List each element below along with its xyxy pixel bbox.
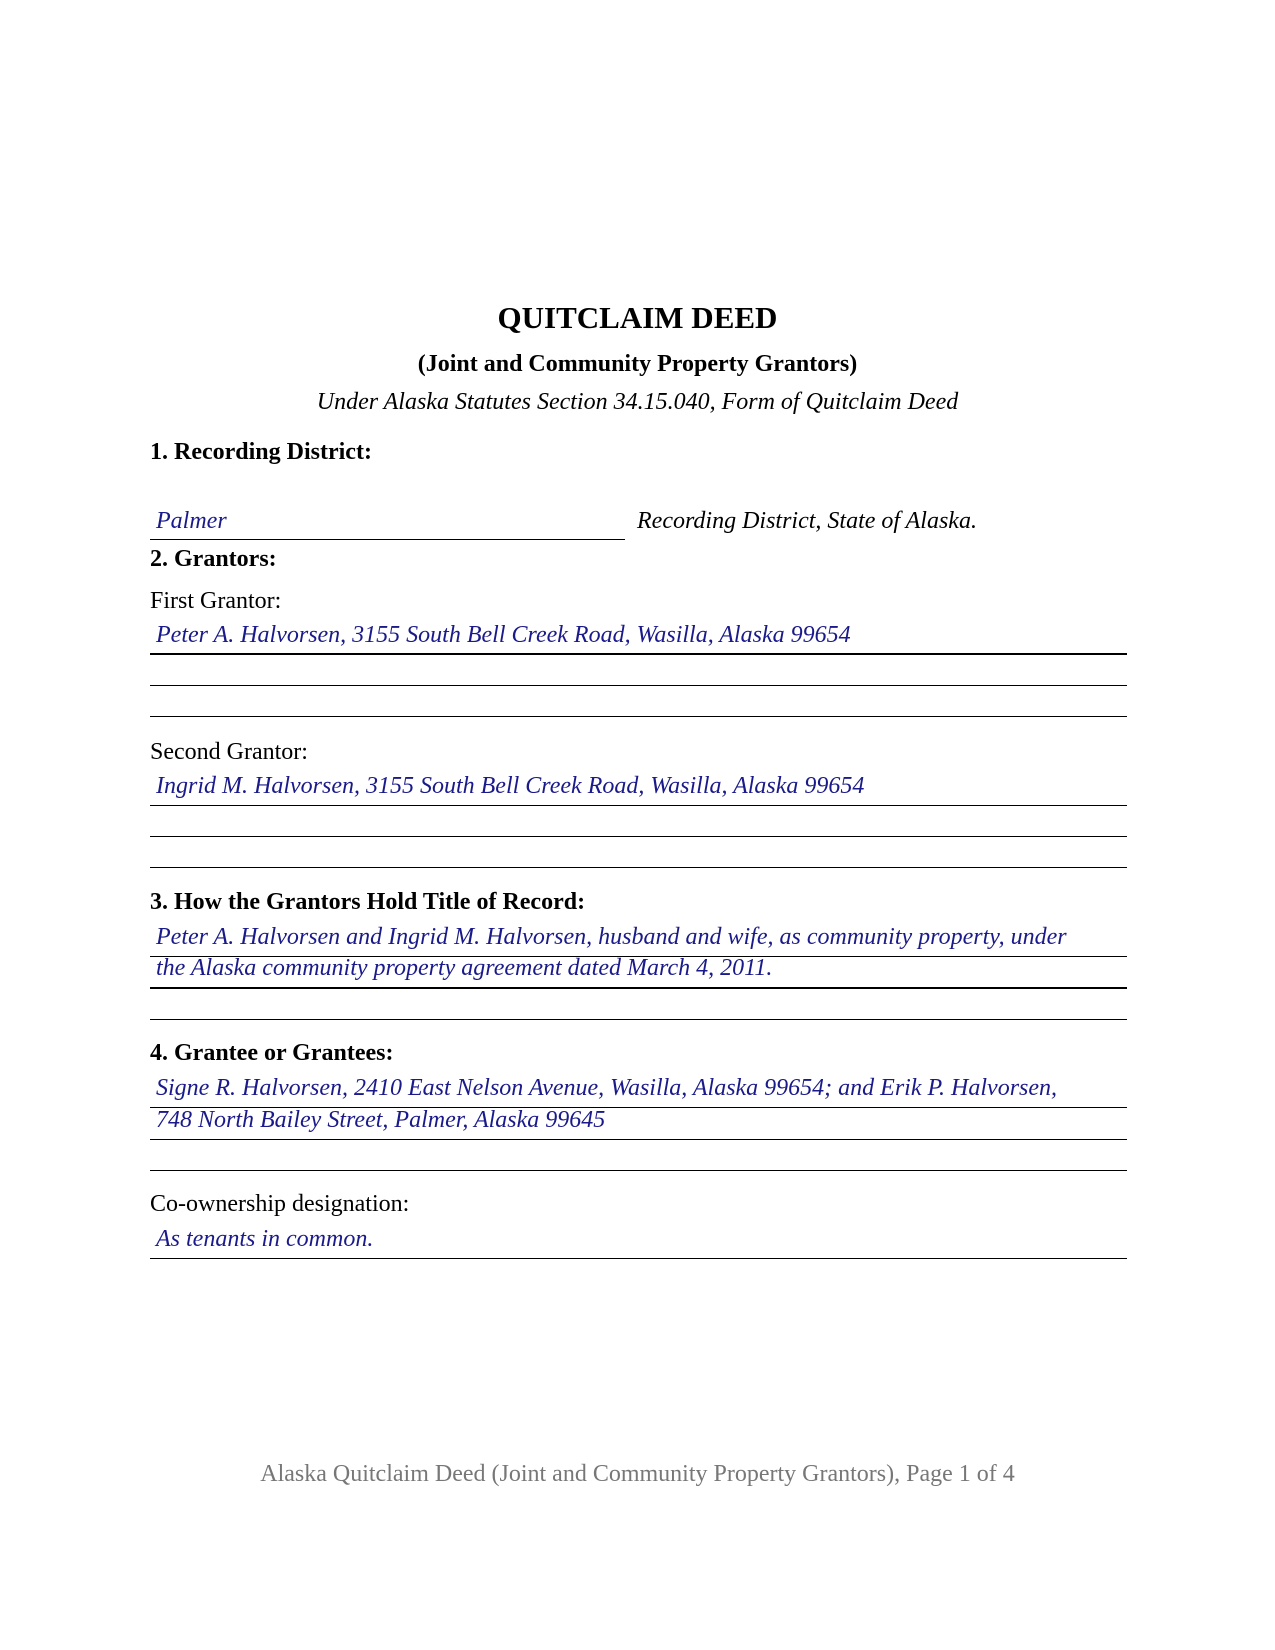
coownership-rule — [150, 1258, 1127, 1259]
grantees-rule-2 — [150, 1139, 1127, 1140]
grantees-field-line-2[interactable]: 748 North Bailey Street, Palmer, Alaska 99645 — [156, 1107, 606, 1133]
second-grantor-rule-1 — [150, 805, 1127, 806]
document-title: QUITCLAIM DEED — [497, 300, 778, 335]
first-grantor-rule-3 — [150, 716, 1127, 717]
grantees-heading: 4. Grantee or Grantees: — [150, 1040, 394, 1066]
page-footer: Alaska Quitclaim Deed (Joint and Community Property Grantors), Page 1 of 4 — [260, 1461, 1015, 1487]
title-of-record-field-line-2[interactable]: the Alaska community property agreement dated March 4, 2011. — [156, 955, 773, 981]
grantors-heading: 2. Grantors: — [150, 546, 277, 572]
document-subtitle: (Joint and Community Property Grantors) — [417, 351, 858, 377]
first-grantor-rule-1 — [150, 653, 1127, 655]
coownership-field[interactable]: As tenants in common. — [156, 1226, 374, 1252]
second-grantor-field[interactable]: Ingrid M. Halvorsen, 3155 South Bell Creek Road, Wasilla, Alaska 99654 — [156, 773, 865, 799]
first-grantor-label: First Grantor: — [150, 588, 282, 614]
recording-district-field[interactable]: Palmer — [156, 508, 227, 534]
coownership-label: Co-ownership designation: — [150, 1191, 410, 1217]
second-grantor-rule-2 — [150, 836, 1127, 837]
title-of-record-field-line-1[interactable]: Peter A. Halvorsen and Ingrid M. Halvorsen, husband and wife, as community property, under — [156, 924, 1067, 950]
second-grantor-label: Second Grantor: — [150, 739, 308, 765]
grantees-field-line-1[interactable]: Signe R. Halvorsen, 2410 East Nelson Avenue, Wasilla, Alaska 99654; and Erik P. Halvorsen, — [156, 1075, 1058, 1101]
title-of-record-heading: 3. How the Grantors Hold Title of Record: — [150, 889, 586, 915]
title-of-record-rule-2 — [150, 987, 1127, 989]
second-grantor-rule-3 — [150, 867, 1127, 868]
statute-reference: Under Alaska Statutes Section 34.15.040, Form of Quitclaim Deed — [316, 389, 959, 415]
recording-district-suffix: Recording District, State of Alaska. — [637, 508, 977, 534]
title-of-record-rule-3 — [150, 1019, 1127, 1020]
first-grantor-field[interactable]: Peter A. Halvorsen, 3155 South Bell Creek Road, Wasilla, Alaska 99654 — [156, 622, 851, 648]
first-grantor-rule-2 — [150, 685, 1127, 686]
recording-district-heading: 1. Recording District: — [150, 439, 372, 465]
recording-district-rule — [150, 539, 625, 540]
grantees-rule-3 — [150, 1170, 1127, 1171]
